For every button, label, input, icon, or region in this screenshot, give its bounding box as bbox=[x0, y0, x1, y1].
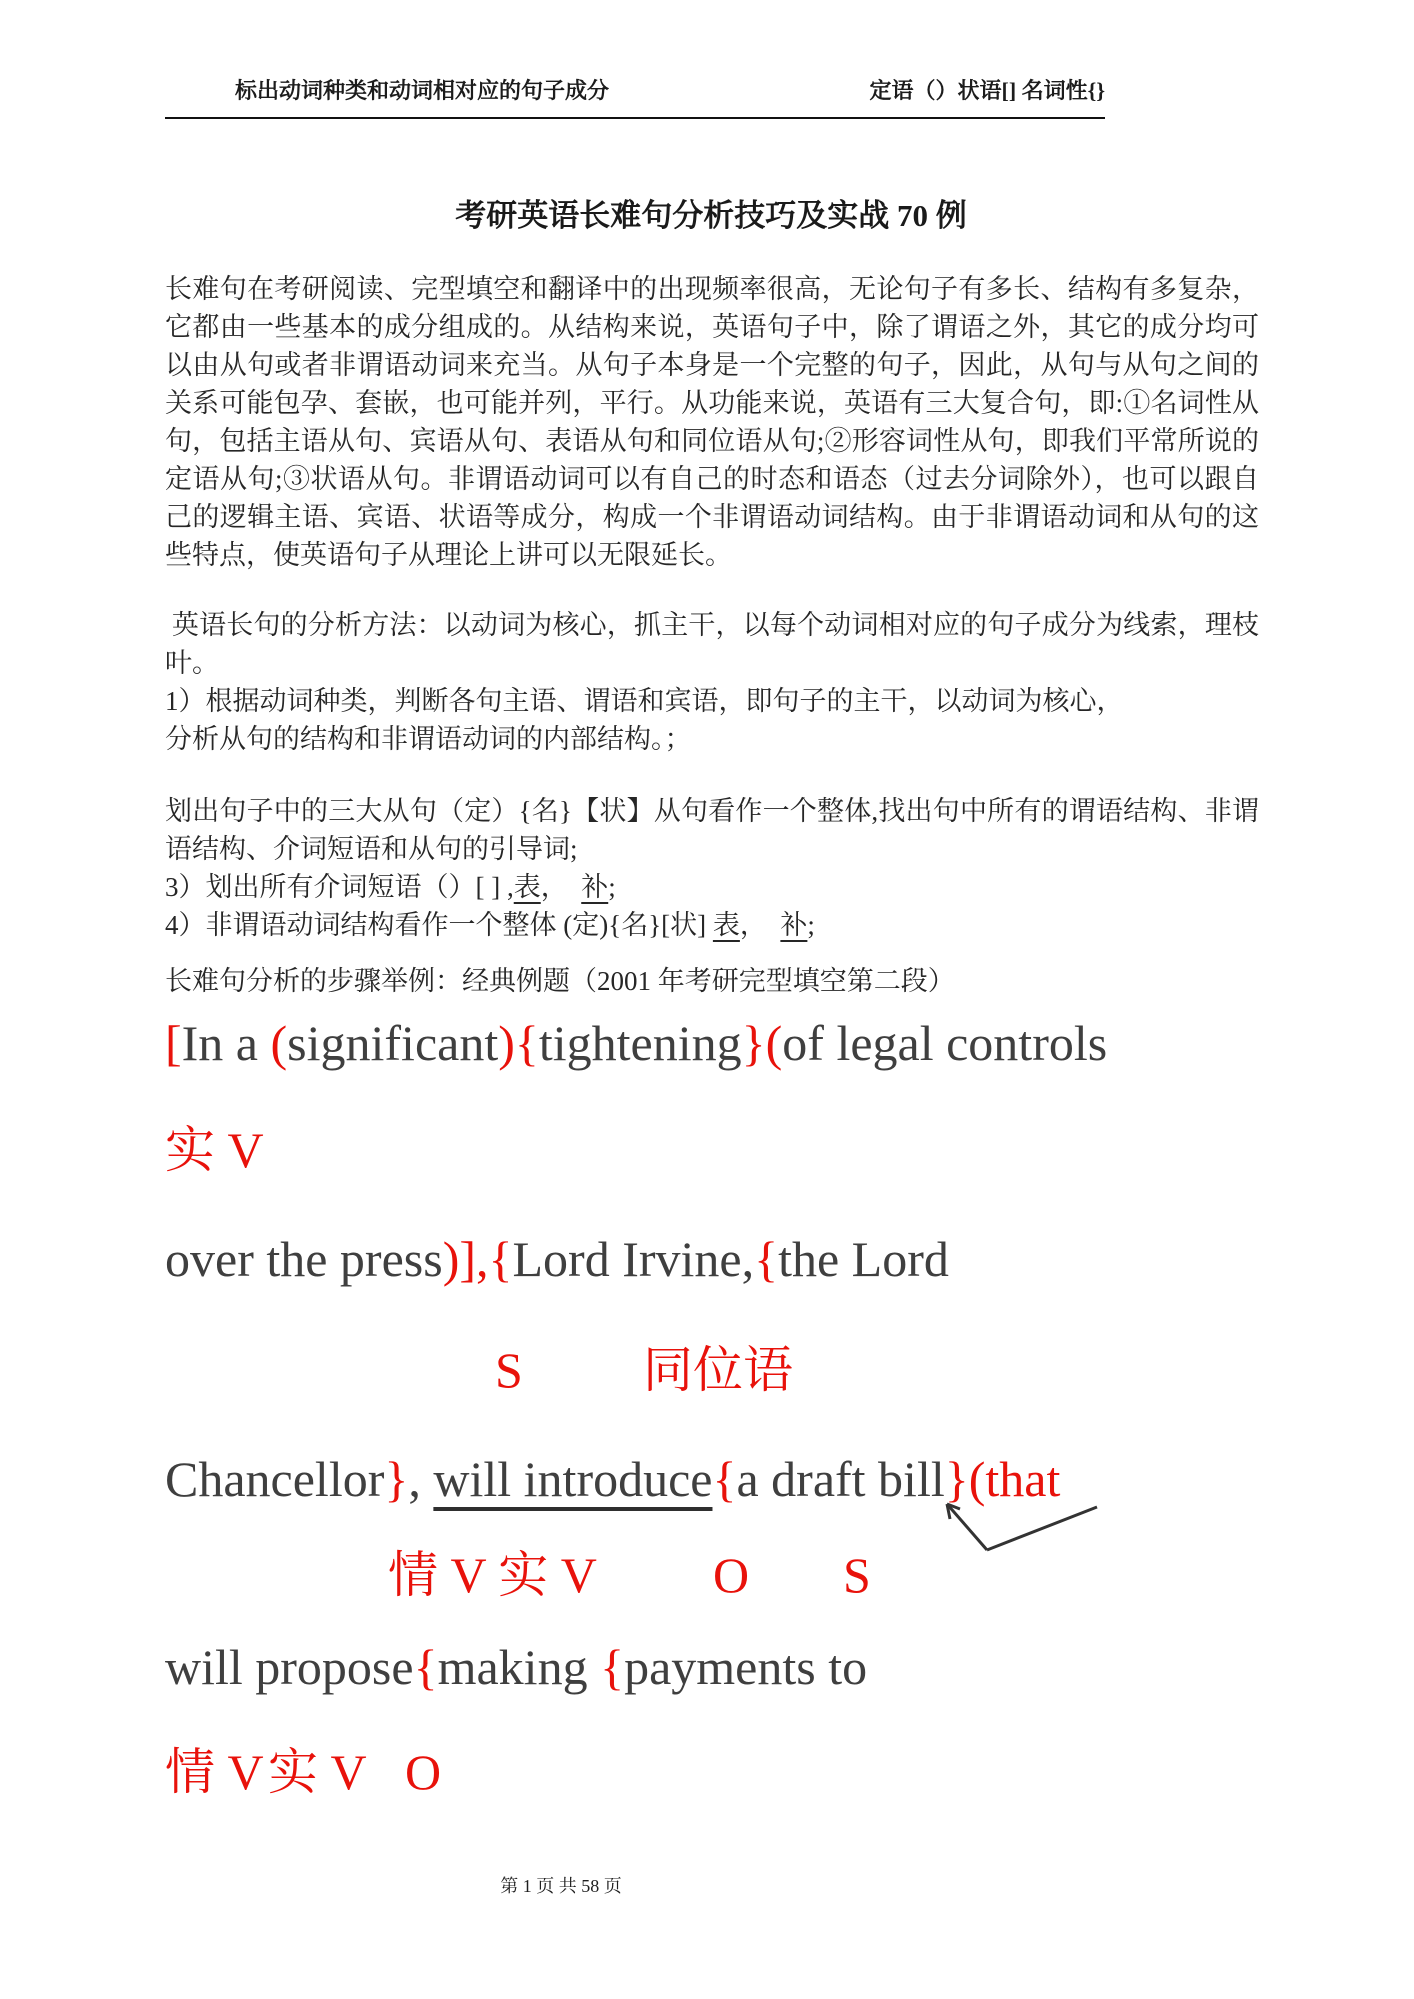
sentence-segment: significant bbox=[287, 1015, 499, 1071]
annotation-shi-v-2: 实 V bbox=[268, 1744, 367, 1800]
sentence-segment: 3）划出所有介词短语（）[ ] , bbox=[165, 872, 514, 902]
sentence-segment: will introduce bbox=[433, 1451, 713, 1507]
page-header bbox=[165, 74, 1105, 119]
sentence-segment: ( bbox=[270, 1015, 288, 1071]
sentence-segment: tightening bbox=[538, 1015, 742, 1071]
sentence-segment: { bbox=[754, 1231, 779, 1287]
annotation-object-o-1: O bbox=[713, 1547, 750, 1603]
annotation-qing-v-2: 情 V bbox=[165, 1744, 264, 1800]
sentence-segment: ; bbox=[807, 910, 815, 940]
method-step-3-line bbox=[165, 868, 1259, 906]
intro-paragraph: 长难句在考研阅读、完型填空和翻译中的出现频率很高，无论句子有多长、结构有多复杂，它都由一些基本的成分组成的。从结构来说，英语句子中，除了谓语之外，其它的成分均可以由从句或者非谓语动词来充当。从句子本身是一个完整的句子，因此，从句与从句之间的关系可能包孕、套嵌，也可能并列，平行。从功能来说，英语有三大复合句，即:①名词性从句，包括主语从句、宾语从句、表语从句和同位语从句;②形容词性从句，即我们平常所说的定语从句;③状语从句。非谓语动词可以有自己的时态和语态（过去分词除外），也可以跟自己的逻辑主语、宾语、状语等成分，构成一个非谓语动词结构。由于非谓语动词和从句的这些特点，使英语句子从理论上讲可以无限延长。 bbox=[165, 274, 1259, 570]
method-step-2-paragraph: 划出句子中的三大从句（定）{名}【状】从句看作一个整体,找出句中所有的谓语结构、非谓语结构、介词短语和从句的引导词; bbox=[165, 796, 1259, 864]
sentence-segment: 补 bbox=[780, 910, 808, 940]
sentence-segment: 表 bbox=[712, 910, 740, 940]
sentence-segment: making bbox=[437, 1639, 601, 1695]
sentence-segment: a draft bill bbox=[736, 1451, 945, 1507]
annotation-shi-v-1: 实 V bbox=[165, 1122, 264, 1178]
method-step-4-line bbox=[165, 906, 1259, 944]
sentence-segment: over the press bbox=[165, 1231, 443, 1287]
sentence-segment: Lord Irvine, bbox=[512, 1231, 755, 1287]
sentence-segment: Chancellor bbox=[165, 1451, 385, 1507]
annotation-apposition: 同位语 bbox=[643, 1342, 793, 1398]
sentence-segment: payments to bbox=[624, 1639, 868, 1695]
sentence-segment: }(that bbox=[944, 1451, 1061, 1507]
method-step-1-line-2: 分析从句的结构和非谓语动词的内部结构。； bbox=[165, 724, 692, 754]
annotation-subject-s-2: S bbox=[843, 1547, 871, 1603]
sentence-segment: ， bbox=[540, 872, 582, 902]
document-title: 考研英语长难句分析技巧及实战 70 例 bbox=[455, 198, 967, 233]
header-right-legend: 定语（）状语[] 名词性{} bbox=[869, 78, 1105, 103]
sentence-segment: { bbox=[712, 1451, 737, 1507]
sentence-segment: 表 bbox=[513, 872, 541, 902]
sentence-segment: 4）非谓语动词结构看作一个整体 (定){名}[状] bbox=[165, 910, 713, 940]
page-number: 第 1 页 共 58 页 bbox=[500, 1876, 622, 1896]
sentence-segment: ){ bbox=[498, 1015, 539, 1071]
sentence-segment: ， bbox=[739, 910, 781, 940]
sentence-line-1 bbox=[165, 1012, 1305, 1075]
method-lead-paragraph: 英语长句的分析方法：以动词为核心，抓主干，以每个动词相对应的句子成分为线索，理枝叶。 bbox=[165, 610, 1259, 678]
sentence-line-2 bbox=[165, 1228, 1305, 1291]
sentence-segment: of legal controls bbox=[782, 1015, 1108, 1071]
annotation-object-o-2: O bbox=[405, 1744, 442, 1800]
sentence-segment: { bbox=[413, 1639, 438, 1695]
sentence-segment: ; bbox=[608, 872, 616, 902]
sentence-segment: }( bbox=[741, 1015, 783, 1071]
method-step-1-line-1: 1）根据动词种类，判断各句主语、谓语和宾语，即句子的主干，以动词为核心， bbox=[165, 686, 1124, 716]
sentence-segment: [ bbox=[165, 1015, 182, 1071]
pointer-arrow-icon bbox=[925, 1492, 1115, 1560]
sentence-segment: { bbox=[600, 1639, 625, 1695]
sentence-segment: } bbox=[384, 1451, 409, 1507]
sentence-segment: )],{ bbox=[442, 1231, 513, 1287]
annotation-subject-s-1: S bbox=[495, 1342, 523, 1398]
sentence-line-3 bbox=[165, 1448, 1305, 1511]
sentence-segment: 补 bbox=[581, 872, 609, 902]
example-heading: 长难句分析的步骤举例：经典例题（2001 年考研完型填空第二段） bbox=[165, 966, 955, 996]
sentence-segment: In a bbox=[181, 1015, 271, 1071]
sentence-line-4 bbox=[165, 1636, 1305, 1699]
header-left-text: 标出动词种类和动词相对应的句子成分 bbox=[235, 78, 610, 103]
sentence-segment: the Lord bbox=[778, 1231, 949, 1287]
sentence-segment: , bbox=[408, 1451, 434, 1507]
sentence-segment: will propose bbox=[165, 1639, 414, 1695]
annotation-verbs-qing-shi: 情 V 实 V bbox=[388, 1547, 597, 1603]
